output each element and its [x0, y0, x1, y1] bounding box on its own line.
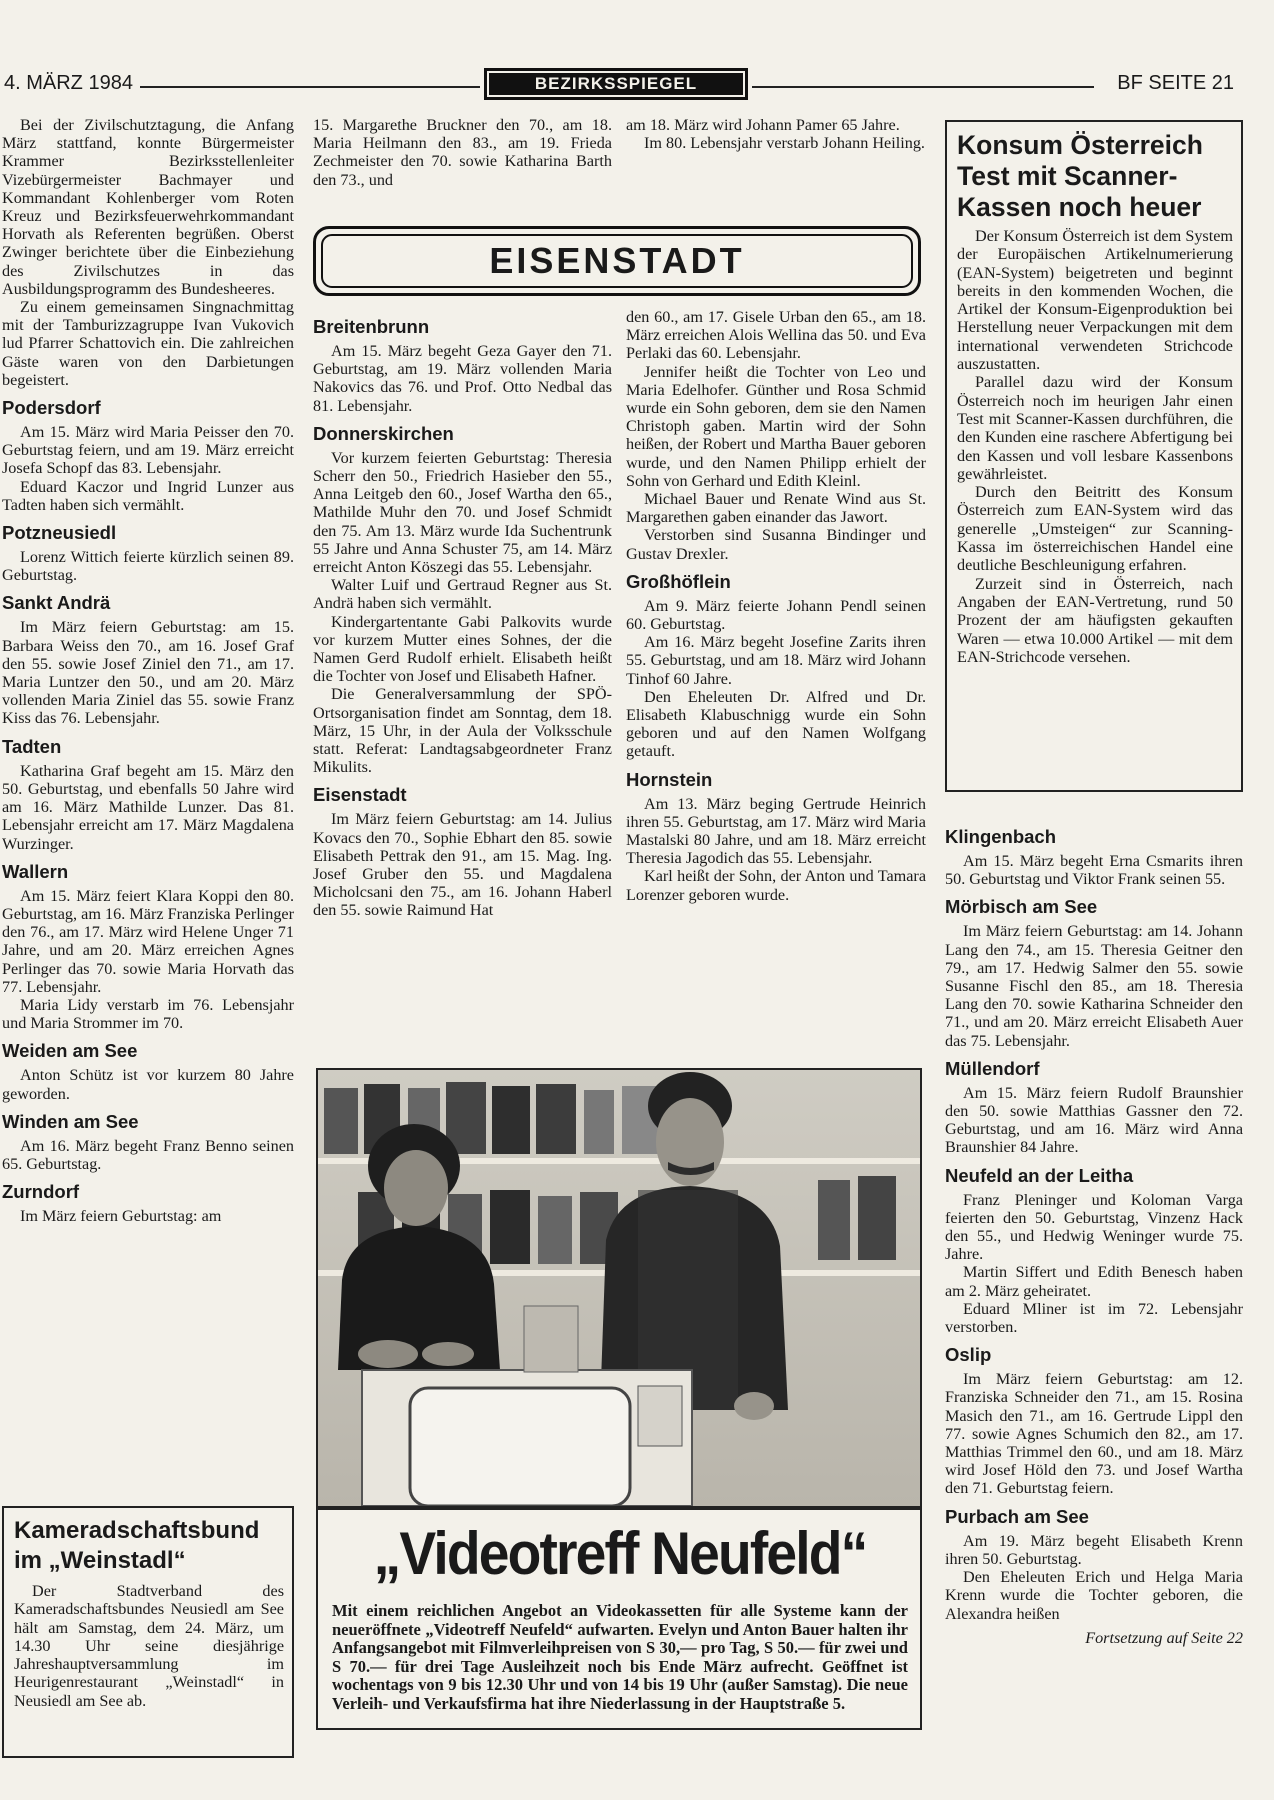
kamerad-body — [14, 1582, 284, 1710]
page-header — [0, 70, 1274, 102]
article-paragraph: Michael Bauer und Renate Wind aus St. Margarethen gaben einander das Jawort. — [626, 490, 926, 527]
article-paragraph: Im März feiern Geburtstag: am 15. Barbara Weiss den 70., am 16. Josef Graf den 55. sowie Josef Ziniel den 71., am 17. Maria Luntzer den 50., und am 20. März vollenden Maria Ziniel das 55. sowie Franz Kiss das 76. Lebensjahr. — [2, 618, 294, 728]
column-3-top — [626, 116, 926, 152]
town-heading: Eisenstadt — [313, 784, 407, 806]
article-paragraph: Den Eheleuten Erich und Helga Maria Krenn wurde die Tochter geboren, die Alexandra heißen — [945, 1568, 1243, 1623]
town-heading: Winden am See — [2, 1110, 139, 1132]
article-paragraph: Im März feiern Geburtstag: am 14. Johann Lang den 74., am 15. Theresia Geitner den 79., am 17. Hedwig Salmer den 55. sowie Susanne Fischl den 85., am 18. Theresia Lang den 70. sowie Katharina Schneider den 71., und am 20. März erreicht Elisabeth Auer das 75. Lebensjahr. — [945, 922, 1243, 1050]
article-paragraph: am 18. März wird Johann Pamer 65 Jahre. — [626, 116, 900, 134]
article-paragraph: Katharina Graf begeht am 15. März den 50. Geburtstag, und ebenfalls 50 Jahre wird am 16. März Mathilde Lunzer. Das 81. Lebensjahr erreicht am 17. März Magdalena Wurzinger. — [2, 761, 294, 853]
town-heading: Oslip — [945, 1344, 992, 1366]
column-2 — [313, 308, 612, 1056]
article-paragraph: Am 16. März begeht Franz Benno seinen 65. Geburtstag. — [2, 1136, 294, 1173]
article-paragraph: Am 15. März feiert Klara Koppi den 80. Geburtstag, am 16. März Franziska Perlinger den 76., am 17. März wird Helene Unger 71 Jahre, und am 20. März erreichen Agnes Perlinger das 70. sowie Maria Horvath das 77. Lebensjahr. — [2, 886, 294, 996]
article-paragraph: Eduard Mliner ist im 72. Lebensjahr verstorben. — [945, 1299, 1243, 1337]
article-paragraph: Anton Schütz ist vor kurzem 80 Jahre geworden. — [2, 1066, 294, 1103]
article-paragraph: 15. Margarethe Bruckner den 70., am 18. Maria Heilmann den 83., am 19. Frieda Zechmeister den 70. sowie Katharina Barth den 73., und — [313, 116, 612, 189]
videotreff-article-box — [316, 1508, 922, 1730]
article-paragraph: Vor kurzem feierten Geburtstag: Theresia Scherr den 50., Friedrich Hasieber den 55., Anna Leitgeb den 60., Josef Wartha den 65., Mathilde Muhr den 70. und Josef Schmidt den 75. Am 13. März wurde Ida Suchentrunk 55 Jahre und Anna Schuster 75, am 14. März erreicht Anton Köszegi das 55. Lebensjahr. — [313, 448, 612, 577]
section-tag — [484, 68, 748, 100]
konsum-headline: Konsum Österreich Test mit Scanner-Kassen noch heuer — [957, 130, 1203, 222]
article-paragraph: Am 15. März feiern Rudolf Braunshier den 50. sowie Matthias Gassner den 72. Geburtstag, und am 16. März wird Anna Braunshier 84 Jahre. — [945, 1083, 1243, 1157]
article-paragraph: Walter Luif und Gertraud Regner aus St. Andrä haben sich vermählt. — [313, 576, 612, 613]
town-heading: Hornstein — [626, 768, 713, 790]
column-4 — [945, 818, 1243, 1718]
town-heading: Breitenbrunn — [313, 316, 430, 337]
article-paragraph: Am 15. März wird Maria Peisser den 70. Geburtstag feiern, und am 19. März erreicht Josefa Schopf das 83. Lebensjahr. — [2, 423, 294, 478]
article-paragraph: Jennifer heißt die Tochter von Leo und Maria Edelhofer. Günther und Rosa Schmid wurde ein Sohn geboren, dem sie den Namen Christoph gaben. Martin wird der Sohn heißen, der Robert und Martha Bauer geboren wurde, und den Namen Philipp erhielt der Sohn von Gerhard und Edith Kleinl. — [626, 362, 926, 490]
town-heading: Potzneusiedl — [2, 522, 117, 544]
kamerad-headline: Kameradschaftsbund im „Weinstadl“ — [14, 1517, 260, 1574]
article-paragraph: Eduard Kaczor und Ingrid Lunzer aus Tadten haben sich vermählt. — [2, 477, 294, 514]
videotreff-caption: Mit einem reichlichen Angebot an Videokassetten für alle Systeme kann der neueröffnete „Videotreff Neufeld“ aufwarten. Evelyn und Anton Bauer halten ihr Anfangsangebot mit Filmverleihpreisen von S 30,— pro Tag, S 50.— für zwei und S 70.— für drei Tage Ausleihzeit noch bis Ende März aufrecht. Geöffnet ist wochentags von 9 bis 12.30 Uhr und von 14 bis 19 Uhr (außer Samstag). Die neue Verleih- und Verkaufsfirma hat ihre Niederlassung in der Hauptstraße 5. — [332, 1601, 908, 1713]
article-paragraph: Der Konsum Österreich ist dem System der Europäischen Artikelnumerierung (EAN-System) beigetreten und beginnt bereits in den kommenden Wochen, die Artikel der Konsum-Eigenproduktion bei Herstellung neuer Verpackungen mit dem international verwendeten Strichcode auszustatten. — [957, 227, 1233, 374]
article-paragraph: Am 13. März beging Gertrude Heinrich ihren 55. Geburtstag, am 17. März wird Maria Mastalski 80 Jahre, und am 18. März erreicht Theresia Jagodich das 55. Lebensjahr. — [626, 794, 926, 868]
article-paragraph: Kindergartentante Gabi Palkovits wurde vor kurzem Mutter eines Sohnes, der die Namen Gerd Rudolf erhielt. Elisabeth heißt die Tochter von Josef und Elisabeth Hafner. — [313, 612, 612, 686]
header-rule-left — [140, 86, 480, 88]
article-paragraph: Zurzeit sind in Österreich, nach Angaben der EAN-Vertretung, rund 50 Prozent der am häufigsten gekauften Waren — etwa 10.000 Artikel — mit dem EAN-Strichcode versehen. — [957, 574, 1233, 666]
article-paragraph: Am 15. März begeht Erna Csmarits ihren 50. Geburtstag und Viktor Frank seinen 55. — [945, 852, 1243, 889]
town-heading: Neufeld an der Leitha — [945, 1164, 1134, 1186]
article-paragraph: Karl heißt der Sohn, der Anton und Tamara Lorenzer geboren wurde. — [626, 867, 926, 904]
page-number: BF SEITE 21 — [1117, 72, 1234, 94]
article-paragraph: Der Stadtverband des Kameradschaftsbundes Neusiedl am See hält am Samstag, dem 24. März, um 14.30 Uhr seine diesjährige Jahreshauptversammlung im Heurigenrestaurant „Weinstadl“ in Neusiedl am See ab. — [14, 1582, 284, 1710]
kamerad-article-box — [2, 1506, 294, 1758]
konsum-body — [957, 227, 1233, 666]
issue-date: 4. MÄRZ 1984 — [4, 72, 133, 94]
article-paragraph: Im 80. Lebensjahr verstarb Johann Heiling. — [644, 134, 925, 153]
town-heading: Donnerskirchen — [313, 422, 454, 444]
town-heading: Sankt Andrä — [2, 592, 111, 614]
article-paragraph: Den Eheleuten Dr. Alfred und Dr. Elisabeth Klabuschnigg wurde ein Sohn geboren und auf den Namen Wolfgang getauft. — [626, 687, 926, 761]
town-heading: Podersdorf — [2, 397, 101, 419]
article-paragraph: Im März feiern Geburtstag: am — [20, 1207, 222, 1226]
section-label: BEZIRKSSPIEGEL — [489, 73, 743, 95]
town-heading: Wallern — [2, 860, 69, 882]
column-1 — [2, 116, 294, 1491]
district-banner — [313, 226, 921, 296]
article-paragraph: Franz Pleninger und Koloman Varga feierten den 50. Geburtstag, Vinzenz Hack den 55., und Hedwig Weninger wurde 75. Jahre. — [945, 1190, 1243, 1264]
article-paragraph: Maria Lidy verstarb im 76. Lebensjahr und Maria Strommer im 70. — [2, 995, 294, 1033]
article-paragraph: Durch den Beitritt des Konsum Österreich zum EAN-System wird das generelle „Umsteigen“ zur Scanning-Kassa im österreichischen Handel eine deutliche Beschleunigung erfahren. — [957, 483, 1233, 575]
konsum-article-box — [945, 120, 1243, 792]
article-paragraph: Verstorben sind Susanna Bindinger und Gustav Drexler. — [626, 526, 926, 563]
article-paragraph: Am 9. März feierte Johann Pendl seinen 60. Geburtstag. — [626, 596, 926, 634]
column-2-top — [313, 116, 612, 189]
article-paragraph: Bei der Zivilschutztagung, die Anfang März stattfand, konnte Bürgermeister Krammer Bezirksstellenleiter Vizebürgermeister Bachmayer und Kommandant Kohlenberger vom Roten Kreuz und Bezirksfeuerwehrkommandant Horvath als Referenten begrüßen. Oberst Zwinger berichtete über die Einbeziehung des Zivilschutzes in das Ausbildungsprogramm des Bundesheeres. — [2, 116, 294, 298]
town-heading: Klingenbach — [945, 826, 1057, 847]
article-paragraph: Im März feiern Geburtstag: am 14. Julius Kovacs den 70., Sophie Ebhart den 85. sowie Elisabeth Pettrak den 91., am 15. Mag. Ing. Josef Gruber den 55. und Magdalena Micholcsani den 75., am 16. Johann Haberl den 55. sowie Raimund Hat — [313, 810, 612, 920]
town-heading: Zurndorf — [2, 1181, 80, 1203]
videotreff-headline: „Videotreff Neufeld“ — [373, 1520, 867, 1587]
article-paragraph: Im März feiern Geburtstag: am 12. Franziska Schneider den 71., am 15. Rosina Masich den 71., am 16. Gertrude Lippl den 77. sowie Agnes Schumich den 82., am 17. Matthias Trimmel den 60., und am 18. März wird Josef Höld den 73. und Josef Wartha den 71. Geburtstag feiern. — [945, 1370, 1243, 1498]
town-heading: Weiden am See — [2, 1040, 138, 1062]
column-3 — [626, 308, 926, 1056]
town-heading: Tadten — [2, 735, 62, 757]
article-paragraph: Parallel dazu wird der Konsum Österreich noch im heurigen Jahr einen Test mit Scanner-Kassen durchführen, die den Kunden eine raschere Abfertigung bei den Kassen und voll lesbare Kassenbons gewährleistet. — [957, 373, 1233, 483]
town-heading: Purbach am See — [945, 1505, 1089, 1527]
article-paragraph: Am 19. März begeht Elisabeth Krenn ihren 50. Geburtstag. — [945, 1531, 1243, 1568]
district-banner-title: EISENSTADT — [321, 234, 913, 288]
article-paragraph: Martin Siffert und Edith Benesch haben am 2. März geheiratet. — [945, 1263, 1243, 1300]
town-heading: Mörbisch am See — [945, 896, 1098, 918]
article-paragraph: Zu einem gemeinsamen Singnachmittag mit der Tamburizzagruppe Ivan Vukovich lud Pfarrer Schattovich ein. Die zahlreichen Gäste waren von den Darbietungen begeistert. — [2, 298, 294, 389]
header-rule-right — [752, 86, 1094, 88]
town-heading: Großhöflein — [626, 570, 731, 592]
video-store-photo — [316, 1068, 922, 1508]
photo-illustration — [318, 1070, 920, 1506]
town-heading: Müllendorf — [945, 1057, 1040, 1079]
article-paragraph: den 60., am 17. Gisele Urban den 65., am 18. März erreichen Alois Wellina das 50. und Eva Perlaki das 60. Lebensjahr. — [626, 308, 926, 363]
article-paragraph: Lorenz Wittich feierte kürzlich seinen 89. Geburtstag. — [2, 548, 294, 585]
article-paragraph: Am 15. März begeht Geza Gayer den 71. Geburtstag, am 19. März vollenden Maria Nakovics das 76. und Prof. Otto Nedbal das 81. Lebensjahr. — [313, 342, 612, 415]
continued-note: Fortsetzung auf Seite 22 — [1085, 1628, 1243, 1647]
article-paragraph: Die Generalversammlung der SPÖ-Ortsorganisation findet am Sonntag, dem 18. März, 15 Uhr, in der Aula der Volksschule statt. Referat: Landtagsabgeordneter Franz Mikulits. — [313, 685, 612, 777]
article-paragraph: Am 16. März begeht Josefine Zarits ihren 55. Geburtstag, und am 18. März wird Johann Tinhof 60 Jahre. — [626, 633, 926, 688]
